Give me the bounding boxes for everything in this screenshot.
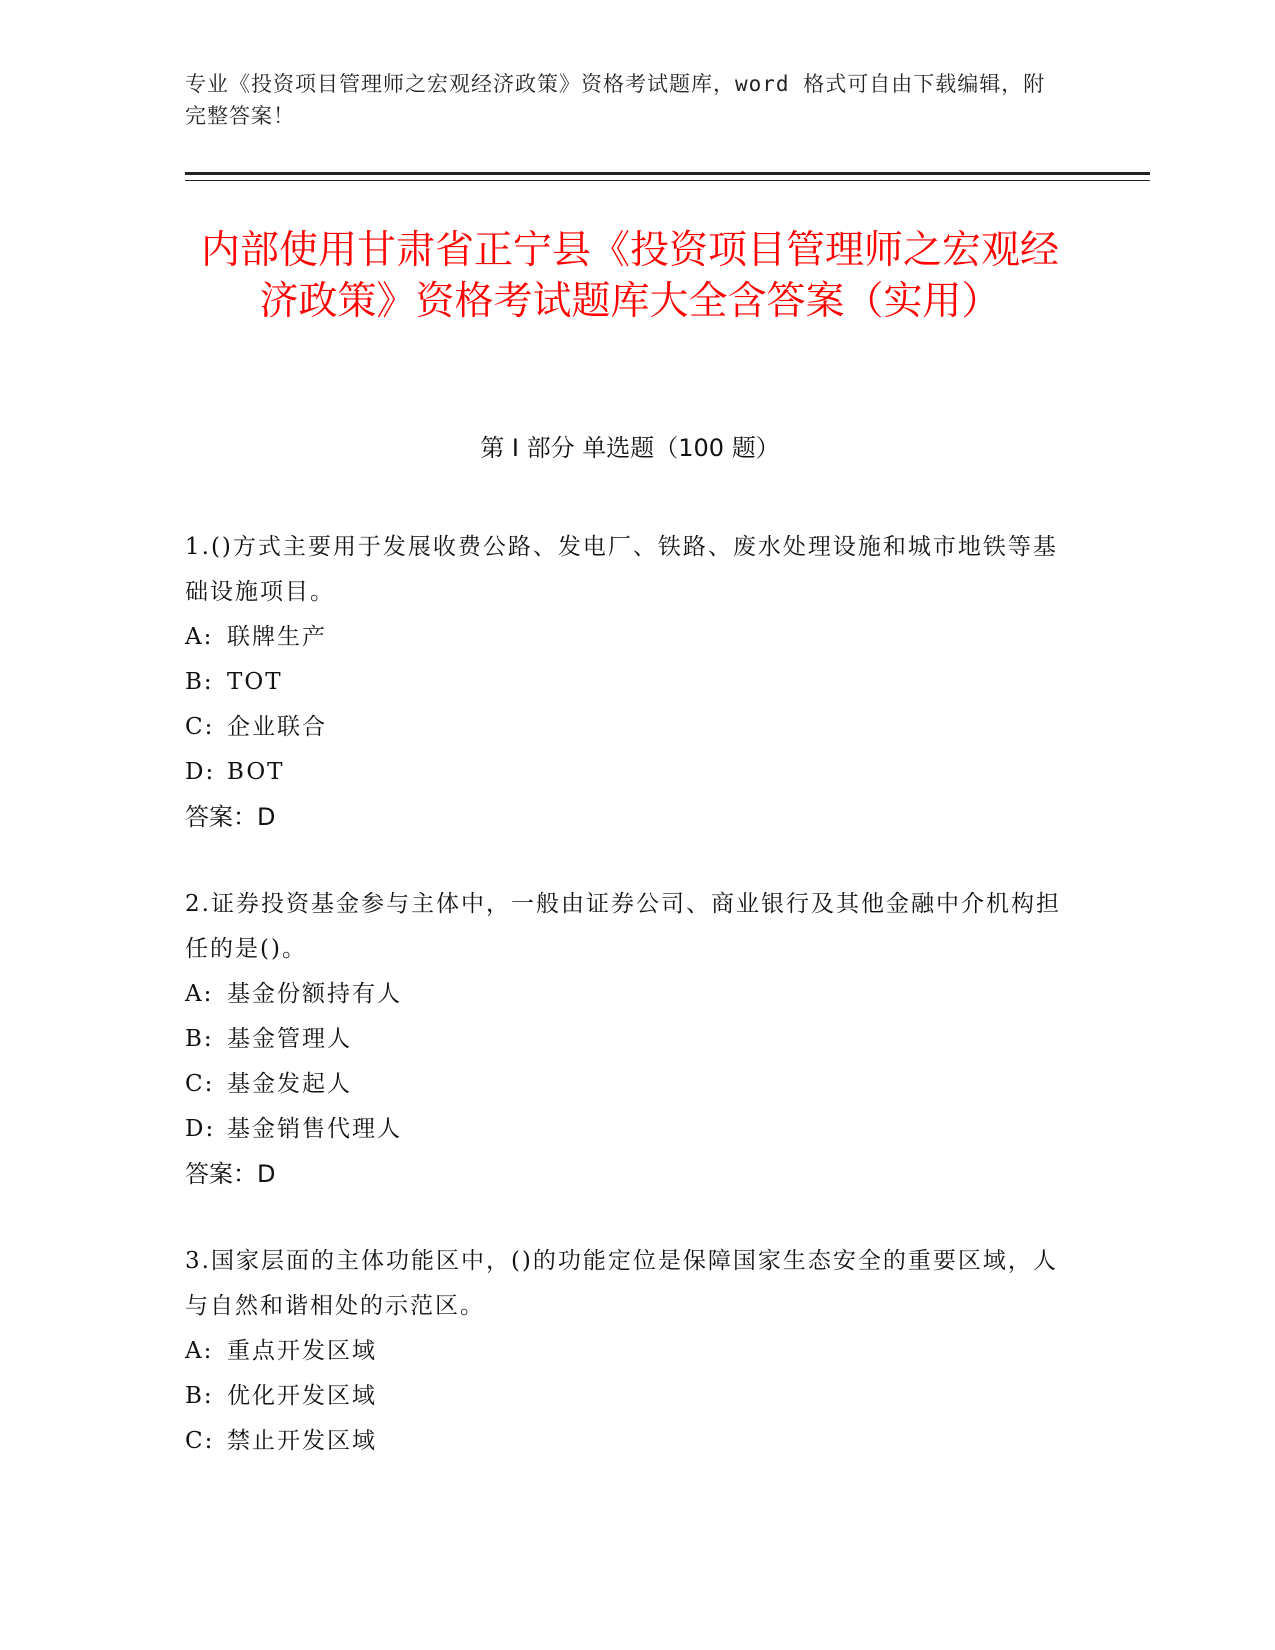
option-text: BOT [227,759,285,785]
option-text: 基金销售代理人 [227,1116,402,1142]
header-rule-thick [185,172,1150,175]
header-rule-thin [185,180,1150,181]
option-letter: C: [185,714,215,740]
option-a [185,972,1065,1017]
header-note: 专业《投资项目管理师之宏观经济政策》资格考试题库，word 格式可自由下载编辑，附完整答案！ [185,72,1046,128]
option-letter: C: [185,1428,215,1454]
option-letter: C: [185,1071,215,1097]
option-text: 企业联合 [227,714,327,740]
option-text: 基金管理人 [227,1026,352,1052]
option-c [185,705,1065,750]
answer-line: 答案：D [185,1160,276,1188]
option-text: 联牌生产 [227,624,327,650]
option-letter: B: [185,1026,214,1052]
option-letter: B: [185,1383,214,1409]
option-d [185,750,1065,795]
option-b [185,1017,1065,1062]
option-b [185,660,1065,705]
question-2 [185,882,1065,1196]
option-text: 优化开发区域 [227,1383,377,1409]
document-title: 内部使用甘肃省正宁县《投资项目管理师之宏观经济政策》资格考试题库大全含答案（实用） [200,228,1059,324]
question-stem: 2.证券投资基金参与主体中，一般由证券公司、商业银行及其他金融中介机构担任的是()。 [185,891,1061,962]
section-heading: 第 I 部分 单选题（100 题） [480,434,780,462]
option-text: 禁止开发区域 [227,1428,377,1454]
question-3 [185,1239,1065,1464]
option-letter: A: [185,624,214,650]
option-letter: D: [185,759,216,785]
option-d [185,1107,1065,1152]
option-text: TOT [227,669,283,695]
option-b [185,1374,1065,1419]
option-a [185,1329,1065,1374]
answer-line: 答案：D [185,803,276,831]
option-a [185,615,1065,660]
question-list [185,525,1065,1507]
question-1 [185,525,1065,839]
option-text: 重点开发区域 [227,1338,377,1364]
option-letter: A: [185,981,214,1007]
option-letter: D: [185,1116,216,1142]
option-c [185,1062,1065,1107]
option-letter: B: [185,669,214,695]
option-letter: A: [185,1338,214,1364]
question-stem: 1.()方式主要用于发展收费公路、发电厂、铁路、废水处理设施和城市地铁等基础设施项目。 [185,534,1058,605]
question-stem: 3.国家层面的主体功能区中，()的功能定位是保障国家生态安全的重要区域，人与自然和谐相处的示范区。 [185,1248,1058,1319]
option-text: 基金发起人 [227,1071,352,1097]
option-text: 基金份额持有人 [227,981,402,1007]
option-c [185,1419,1065,1464]
